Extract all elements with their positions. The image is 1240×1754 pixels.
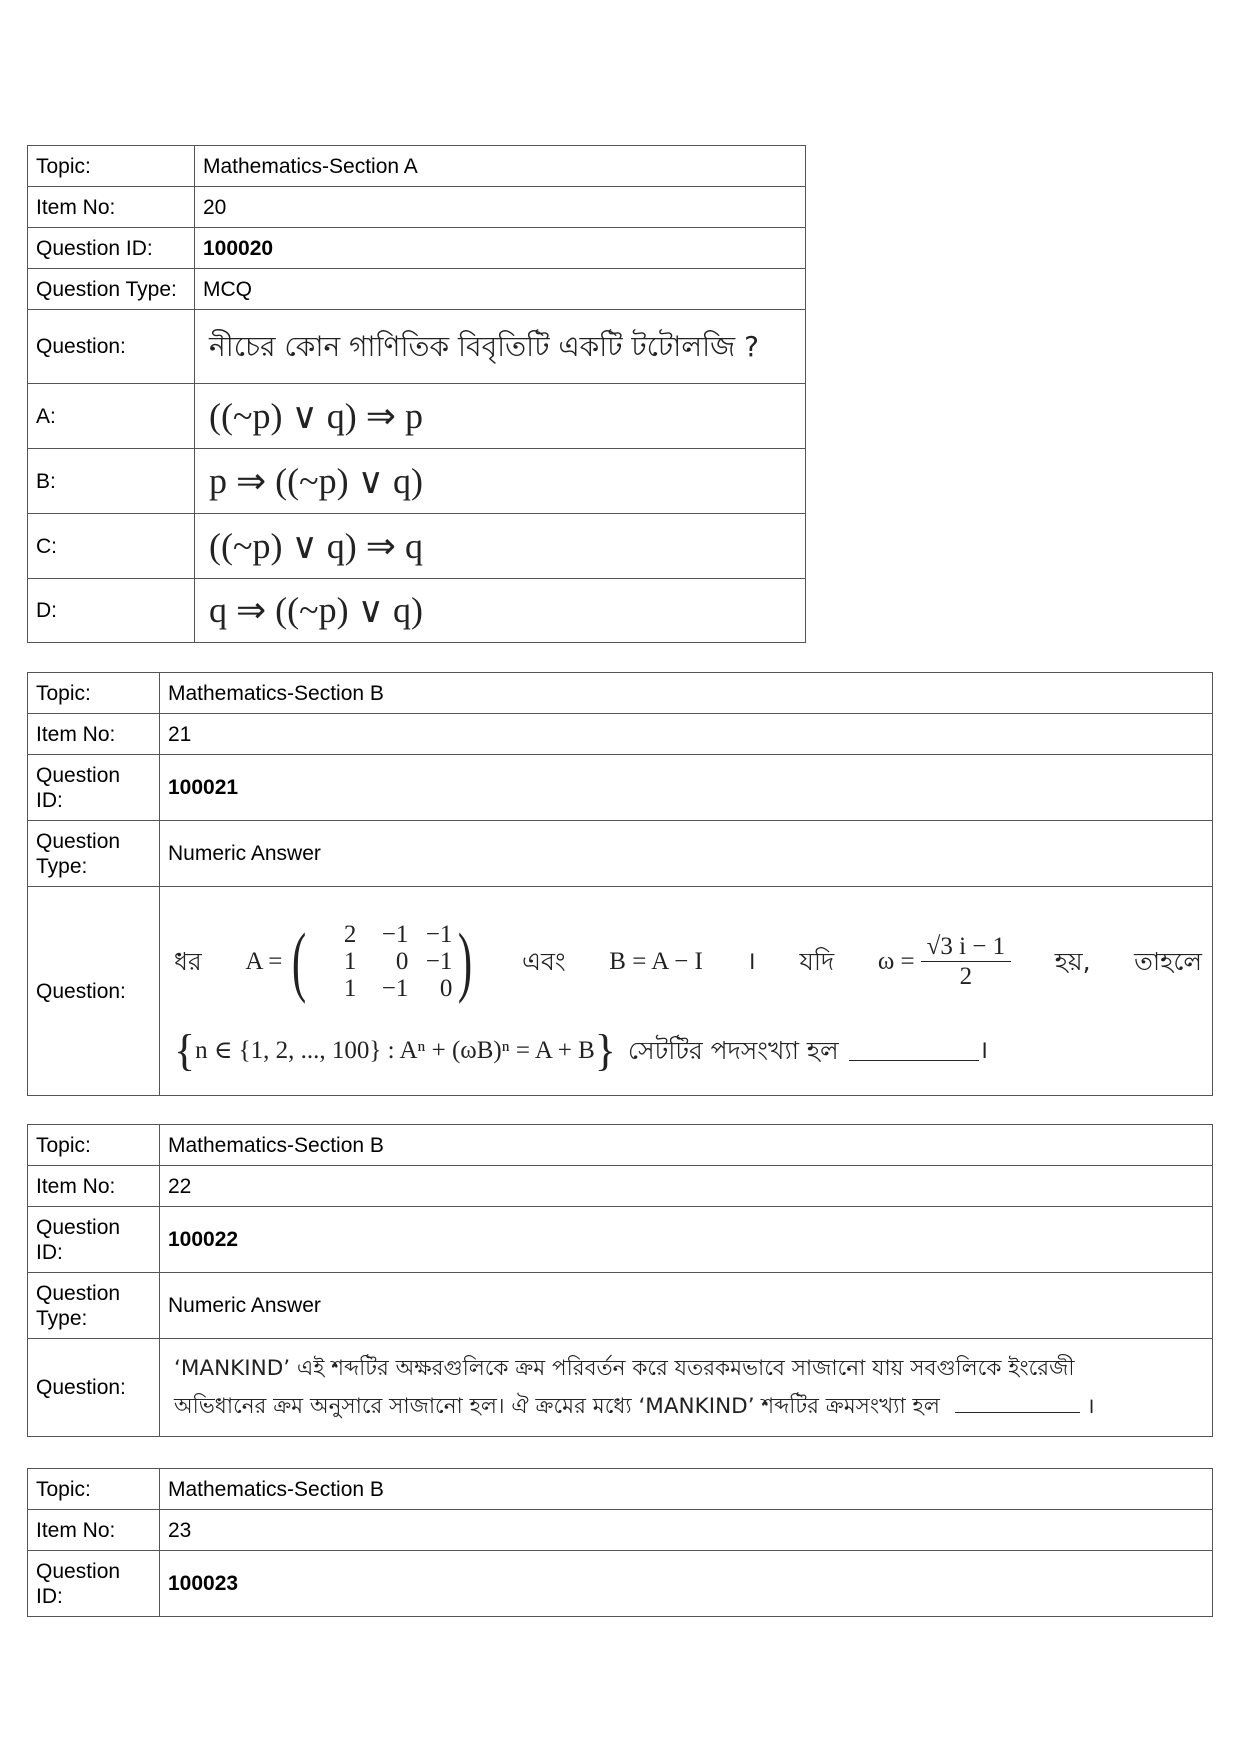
let-word: ধর [174,946,202,976]
question-table-21 [27,672,1213,1096]
item-value: 20 [195,187,806,228]
option-c-label: C: [28,514,195,579]
omega-symbol: ω = [877,947,915,975]
option-row-b [28,449,806,514]
option-d-label: D: [28,579,195,643]
option-b-label: B: [28,449,195,514]
question-line-2 [174,1020,1202,1080]
question-id-value: 100022 [160,1207,1213,1273]
question-row [28,887,1213,1096]
question-content [160,1339,1213,1437]
omega-expression [878,934,1011,989]
fraction-numerator: √3 i − 1 [921,934,1012,962]
topic-value: Mathematics-Section B [160,1469,1213,1510]
option-a-label: A: [28,384,195,449]
topic-value: Mathematics-Section B [160,1125,1213,1166]
topic-label: Topic: [28,1469,160,1510]
item-row [28,714,1213,755]
question-id-label: Question ID: [28,755,160,821]
option-row-c [28,514,806,579]
and-word: এবং [521,946,566,976]
answer-blank [849,1040,979,1061]
item-label: Item No: [28,187,195,228]
item-value: 23 [160,1510,1213,1551]
topic-row [28,146,806,187]
if-word: যদি [799,946,835,976]
fraction-denominator: 2 [959,962,973,990]
item-row [28,1510,1213,1551]
question-row [28,310,806,384]
right-paren: ) [458,917,473,1004]
question-table-23 [27,1468,1213,1617]
matrix-cell: −1 [425,947,453,975]
question-line-1 [174,902,1202,1020]
question-id-value: 100020 [195,228,806,269]
matrix-cell: 0 [395,947,409,975]
option-b-text: p ⇒ ((~p) ∨ q) [195,449,806,514]
topic-row [28,673,1213,714]
question-type-label: Question Type: [28,1273,160,1339]
question-label: Question: [28,887,160,1096]
set-tail: সেটটির পদসংখ্যা হল [627,1035,839,1065]
end-danda: । [1086,1393,1095,1419]
be-word: হয়, [1054,946,1091,976]
left-paren: ( [292,917,307,1004]
question-type-row [28,269,806,310]
topic-row [28,1469,1213,1510]
left-brace: { [174,1025,196,1075]
question-id-row [28,1551,1213,1617]
question-label: Question: [28,1339,160,1437]
omega-fraction [921,934,1012,989]
item-row [28,187,806,228]
question-type-value: Numeric Answer [160,1273,1213,1339]
matrix-cell: −1 [425,920,453,948]
matrix-cell: −1 [381,920,409,948]
question-line-2 [174,1388,1202,1426]
question-id-row [28,1207,1213,1273]
matrix-cell: −1 [381,974,409,1002]
question-id-row [28,228,806,269]
matrix-cell: 0 [439,974,453,1002]
question-label: Question: [28,310,195,384]
question-line-1: ‘MANKIND’ এই শব্দটির অক্ষরগুলিকে ক্রম পরিবর্তন করে যতরকমভাবে সাজানো যায় সবগুলিকে ইংরেজী [174,1355,1075,1381]
option-row-a [28,384,806,449]
matrix-a [312,922,452,1001]
question-id-label: Question ID: [28,228,195,269]
set-expression: n ∈ {1, 2, ..., 100} : Aⁿ + (ωB)ⁿ = A + B [195,1036,595,1064]
item-label: Item No: [28,1166,160,1207]
question-table-22 [27,1124,1213,1437]
b-definition: B = A − I [609,947,703,975]
item-value: 22 [160,1166,1213,1207]
question-type-row [28,821,1213,887]
question-type-row [28,1273,1213,1339]
question-text: নীচের কোন গাণিতিক বিবৃতিটি একটি টটোলজি ? [195,310,806,384]
question-line-2-text: অভিধানের ক্রম অনুসারে সাজানো হল। ঐ ক্রমের মধ্যে ‘MANKIND’ শব্দটির ক্রমসংখ্যা হল [174,1393,940,1419]
topic-value: Mathematics-Section B [160,673,1213,714]
matrix-cell: 2 [343,920,357,948]
question-row [28,1339,1213,1437]
answer-blank [955,1394,1080,1413]
topic-label: Topic: [28,673,160,714]
question-table-20 [27,145,806,643]
item-label: Item No: [28,1510,160,1551]
topic-label: Topic: [28,1125,160,1166]
option-a-text: ((~p) ∨ q) ⇒ p [195,384,806,449]
question-type-value: MCQ [195,269,806,310]
question-type-label: Question Type: [28,821,160,887]
matrix-expression [245,917,478,1004]
topic-label: Topic: [28,146,195,187]
topic-value: Mathematics-Section A [195,146,806,187]
question-id-value: 100023 [160,1551,1213,1617]
matrix-cell: 1 [343,974,357,1002]
question-id-value: 100021 [160,755,1213,821]
danda: । [746,947,756,975]
item-value: 21 [160,714,1213,755]
end-danda: । [978,1036,989,1064]
item-label: Item No: [28,714,160,755]
option-c-text: ((~p) ∨ q) ⇒ q [195,514,806,579]
option-row-d [28,579,806,643]
question-id-label: Question ID: [28,1551,160,1617]
question-type-value: Numeric Answer [160,821,1213,887]
matrix-cell: 1 [343,947,357,975]
option-d-text: q ⇒ ((~p) ∨ q) [195,579,806,643]
question-id-row [28,755,1213,821]
question-id-label: Question ID: [28,1207,160,1273]
matrix-a-symbol: A = [245,947,283,975]
question-type-label: Question Type: [28,269,195,310]
item-row [28,1166,1213,1207]
topic-row [28,1125,1213,1166]
then-word: তাহলে [1134,946,1202,976]
question-content [160,887,1213,1096]
right-brace: } [594,1025,616,1075]
